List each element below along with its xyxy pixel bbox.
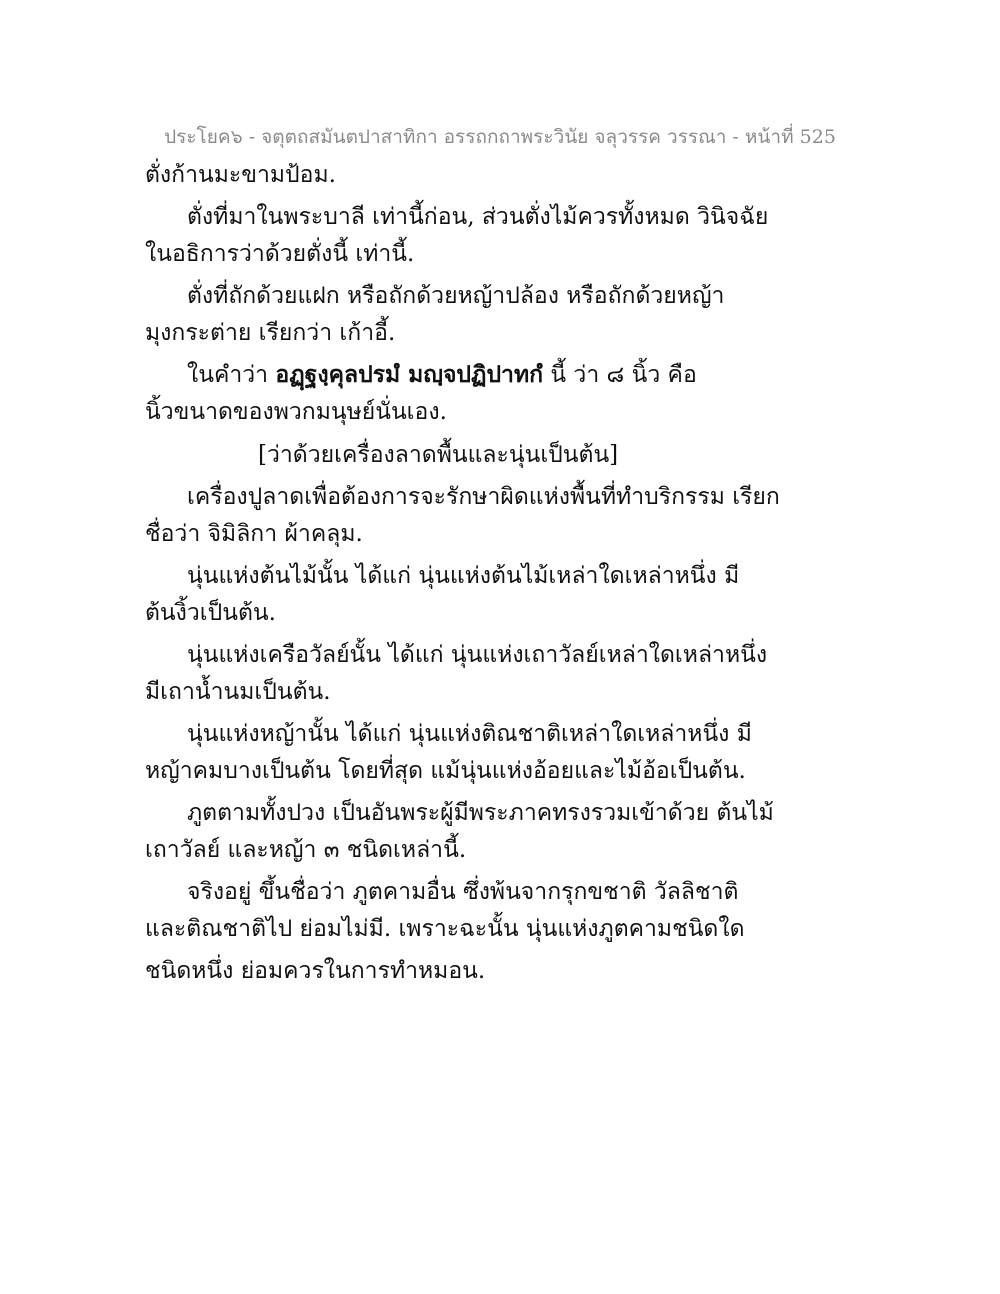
text-line: ชื่อว่า จิมิลิกา ผ้าคลุม. xyxy=(145,521,363,547)
text-line: นุ่นแห่งหญ้านั้น ได้แก่ นุ่นแห่งติณชาติเหล่าใดเหล่าหนึ่ง มี xyxy=(187,721,752,747)
text-line: ภูตตามทั้งปวง เป็นอันพระผู้มีพระภาคทรงรวมเข้าด้วย ต้นไม้ xyxy=(187,800,774,826)
text-line: มีเถาน้ำนมเป็นต้น. xyxy=(145,679,331,705)
text-line: จริงอยู่ ขึ้นชื่อว่า ภูตคามอื่น ซึ่งพ้นจากรุกขชาติ วัลลิชาติ xyxy=(187,879,739,905)
text-line: ตั่งที่มาในพระบาลี เท่านี้ก่อน, ส่วนตั่งไม้ควรทั้งหมด วินิจฉัย xyxy=(187,204,769,230)
text-line: หญ้าคมบางเป็นต้น โดยที่สุด แม้นุ่นแห่งอ้อยและไม้อ้อเป็นต้น. xyxy=(145,758,746,784)
text-fragment: นี้ ว่า ๘ นิ้ว คือ xyxy=(543,362,697,388)
text-line: ต้นงิ้วเป็นต้น. xyxy=(145,600,276,626)
text-line: ตั่งก้านมะขามป้อม. xyxy=(145,162,336,188)
text-line: นุ่นแห่งต้นไม้นั้น ได้แก่ นุ่นแห่งต้นไม้เหล่าใดเหล่าหนึ่ง มี xyxy=(187,563,740,589)
text-line: ชนิดหนึ่ง ย่อมควรในการทำหมอน. xyxy=(145,958,486,984)
text-line: เครื่องปูลาดเพื่อต้องการจะรักษาผิดแห่งพื้นที่ทำบริกรรม เรียก xyxy=(187,484,780,510)
text-line: เถาวัลย์ และหญ้า ๓ ชนิดเหล่านี้. xyxy=(145,837,467,863)
text-line: ตั่งที่ถักด้วยแฝก หรือถักด้วยหญ้าปล้อง หรือถักด้วยหญ้า xyxy=(187,283,725,309)
text-line-with-pali-term xyxy=(187,358,697,392)
text-line: ในอธิการว่าด้วยตั่งนี้ เท่านี้. xyxy=(145,241,415,267)
text-line: และติณชาติไป ย่อมไม่มี. เพราะฉะนั้น นุ่นแห่งภูตคามชนิดใด xyxy=(145,916,745,942)
section-heading: [ว่าด้วยเครื่องลาดพื้นและนุ่นเป็นต้น] xyxy=(258,442,619,468)
text-line: นิ้วขนาดของพวกมนุษย์นั่นเอง. xyxy=(145,399,447,425)
running-header: ประโยค๖ - จตุตถสมันตปาสาทิกา อรรถกถาพระวินัย จลุวรรค วรรณา - หน้าที่ 525 xyxy=(164,126,836,148)
text-line: นุ่นแห่งเครือวัลย์นั้น ได้แก่ นุ่นแห่งเถาวัลย์เหล่าใดเหล่าหนึ่ง xyxy=(187,642,768,668)
text-line: มุงกระต่าย เรียกว่า เก้าอี้. xyxy=(145,320,396,346)
pali-term: อฏฺฐงฺคุลปรมํ มญฺจปฏิปาทกํ xyxy=(275,361,544,388)
text-fragment: ในคำว่า xyxy=(187,362,276,388)
